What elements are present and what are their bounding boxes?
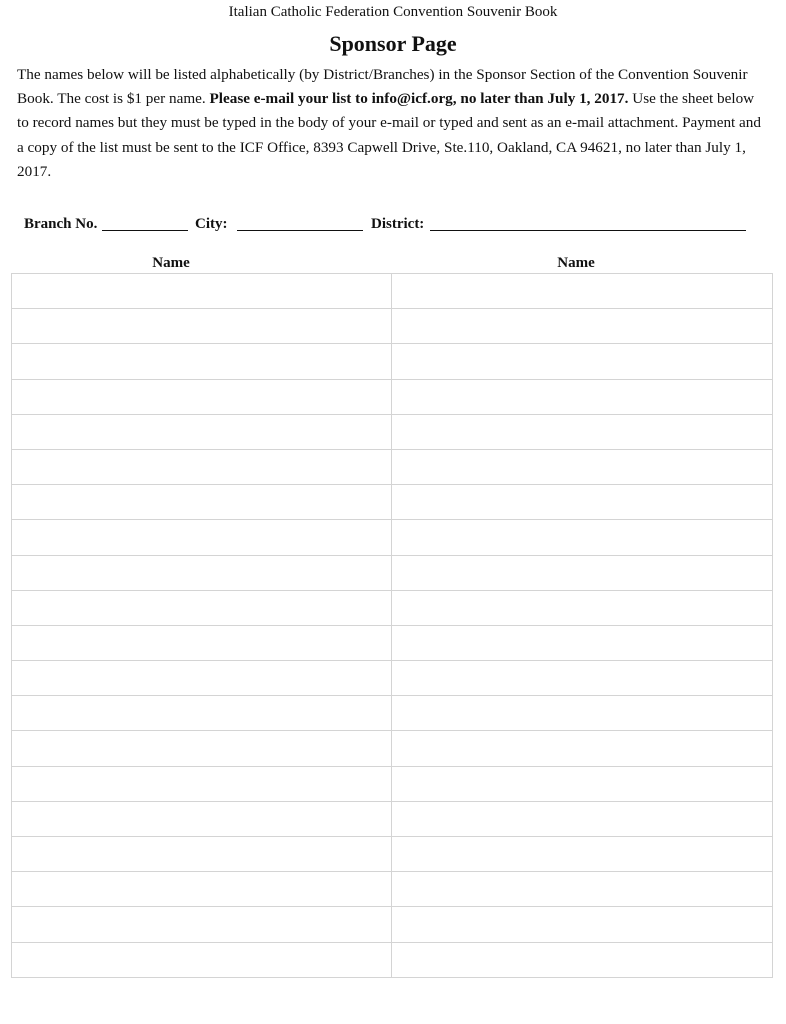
- name-cell-left[interactable]: [12, 520, 392, 554]
- name-cell-left[interactable]: [12, 696, 392, 730]
- column-header-name-left: Name: [152, 255, 190, 271]
- branch-label: Branch No.: [24, 216, 98, 232]
- table-row: [12, 591, 773, 626]
- table-row: [12, 943, 773, 978]
- table-row: [12, 485, 773, 520]
- table-row: [12, 802, 773, 837]
- district-label: District:: [371, 216, 425, 232]
- name-cell-right[interactable]: [392, 380, 773, 414]
- name-cell-left[interactable]: [12, 907, 392, 941]
- district-blank-line[interactable]: [430, 230, 746, 231]
- table-row: [12, 344, 773, 379]
- table-row: [12, 380, 773, 415]
- name-cell-left[interactable]: [12, 837, 392, 871]
- table-row: [12, 767, 773, 802]
- instructions-text-2: Use the sheet below to record names but they must be typed in the body of your e-mail or typed and sent as an e-mail attachment. Payment and a copy of the list must be sent to the ICF Office, 8393 Capwell Drive, Ste.110, Oakland, CA 94621, no later than July 1, 2017.: [17, 90, 761, 180]
- name-cell-right[interactable]: [392, 309, 773, 343]
- table-row: [12, 907, 773, 942]
- name-cell-left[interactable]: [12, 661, 392, 695]
- instructions-text-1: The names below will be listed alphabetically (by District/Branches) in the Sponsor Section of the Convention Souvenir Book. The cost is $1 per name.: [17, 66, 748, 108]
- table-row: [12, 415, 773, 450]
- name-cell-left[interactable]: [12, 309, 392, 343]
- name-cell-right[interactable]: [392, 696, 773, 730]
- table-row: [12, 520, 773, 555]
- table-row: [12, 556, 773, 591]
- name-cell-right[interactable]: [392, 274, 773, 308]
- name-cell-left[interactable]: [12, 450, 392, 484]
- name-cell-left[interactable]: [12, 767, 392, 801]
- form-fields-row: [24, 213, 754, 235]
- name-cell-left[interactable]: [12, 872, 392, 906]
- page-title: Sponsor Page: [329, 31, 457, 56]
- table-row: [12, 872, 773, 907]
- name-cell-left[interactable]: [12, 626, 392, 660]
- column-header-name-right: Name: [557, 255, 595, 271]
- name-cell-right[interactable]: [392, 485, 773, 519]
- name-cell-right[interactable]: [392, 802, 773, 836]
- name-cell-right[interactable]: [392, 943, 773, 977]
- district-field: [371, 213, 424, 235]
- name-cell-right[interactable]: [392, 626, 773, 660]
- name-cell-left[interactable]: [12, 485, 392, 519]
- name-cell-right[interactable]: [392, 520, 773, 554]
- instructions-email-deadline: Please e-mail your list to info@icf.org, no later than July 1, 2017.: [209, 90, 629, 108]
- name-cell-left[interactable]: [12, 591, 392, 625]
- name-cell-left[interactable]: [12, 731, 392, 765]
- name-cell-right[interactable]: [392, 450, 773, 484]
- name-cell-left[interactable]: [12, 415, 392, 449]
- name-cell-left[interactable]: [12, 274, 392, 308]
- table-row: [12, 661, 773, 696]
- name-cell-right[interactable]: [392, 872, 773, 906]
- branch-field: [24, 213, 97, 235]
- name-cell-right[interactable]: [392, 415, 773, 449]
- name-cell-left[interactable]: [12, 380, 392, 414]
- name-cell-right[interactable]: [392, 591, 773, 625]
- names-table: [11, 273, 773, 978]
- table-row: [12, 731, 773, 766]
- table-row: [12, 626, 773, 661]
- document-header: Italian Catholic Federation Convention Souvenir Book: [228, 4, 558, 20]
- name-cell-right[interactable]: [392, 837, 773, 871]
- table-row: [12, 696, 773, 731]
- city-blank-line[interactable]: [237, 230, 363, 231]
- table-row: [12, 450, 773, 485]
- name-cell-right[interactable]: [392, 767, 773, 801]
- name-cell-right[interactable]: [392, 556, 773, 590]
- city-field: [195, 213, 228, 235]
- name-cell-right[interactable]: [392, 344, 773, 378]
- name-cell-left[interactable]: [12, 802, 392, 836]
- instructions-paragraph: [17, 63, 769, 184]
- name-cell-left[interactable]: [12, 943, 392, 977]
- name-cell-right[interactable]: [392, 661, 773, 695]
- name-cell-right[interactable]: [392, 907, 773, 941]
- name-cell-right[interactable]: [392, 731, 773, 765]
- city-label: City:: [195, 216, 228, 232]
- name-cell-left[interactable]: [12, 556, 392, 590]
- table-row: [12, 837, 773, 872]
- table-row: [12, 274, 773, 309]
- name-cell-left[interactable]: [12, 344, 392, 378]
- table-row: [12, 309, 773, 344]
- branch-blank-line[interactable]: [102, 230, 188, 231]
